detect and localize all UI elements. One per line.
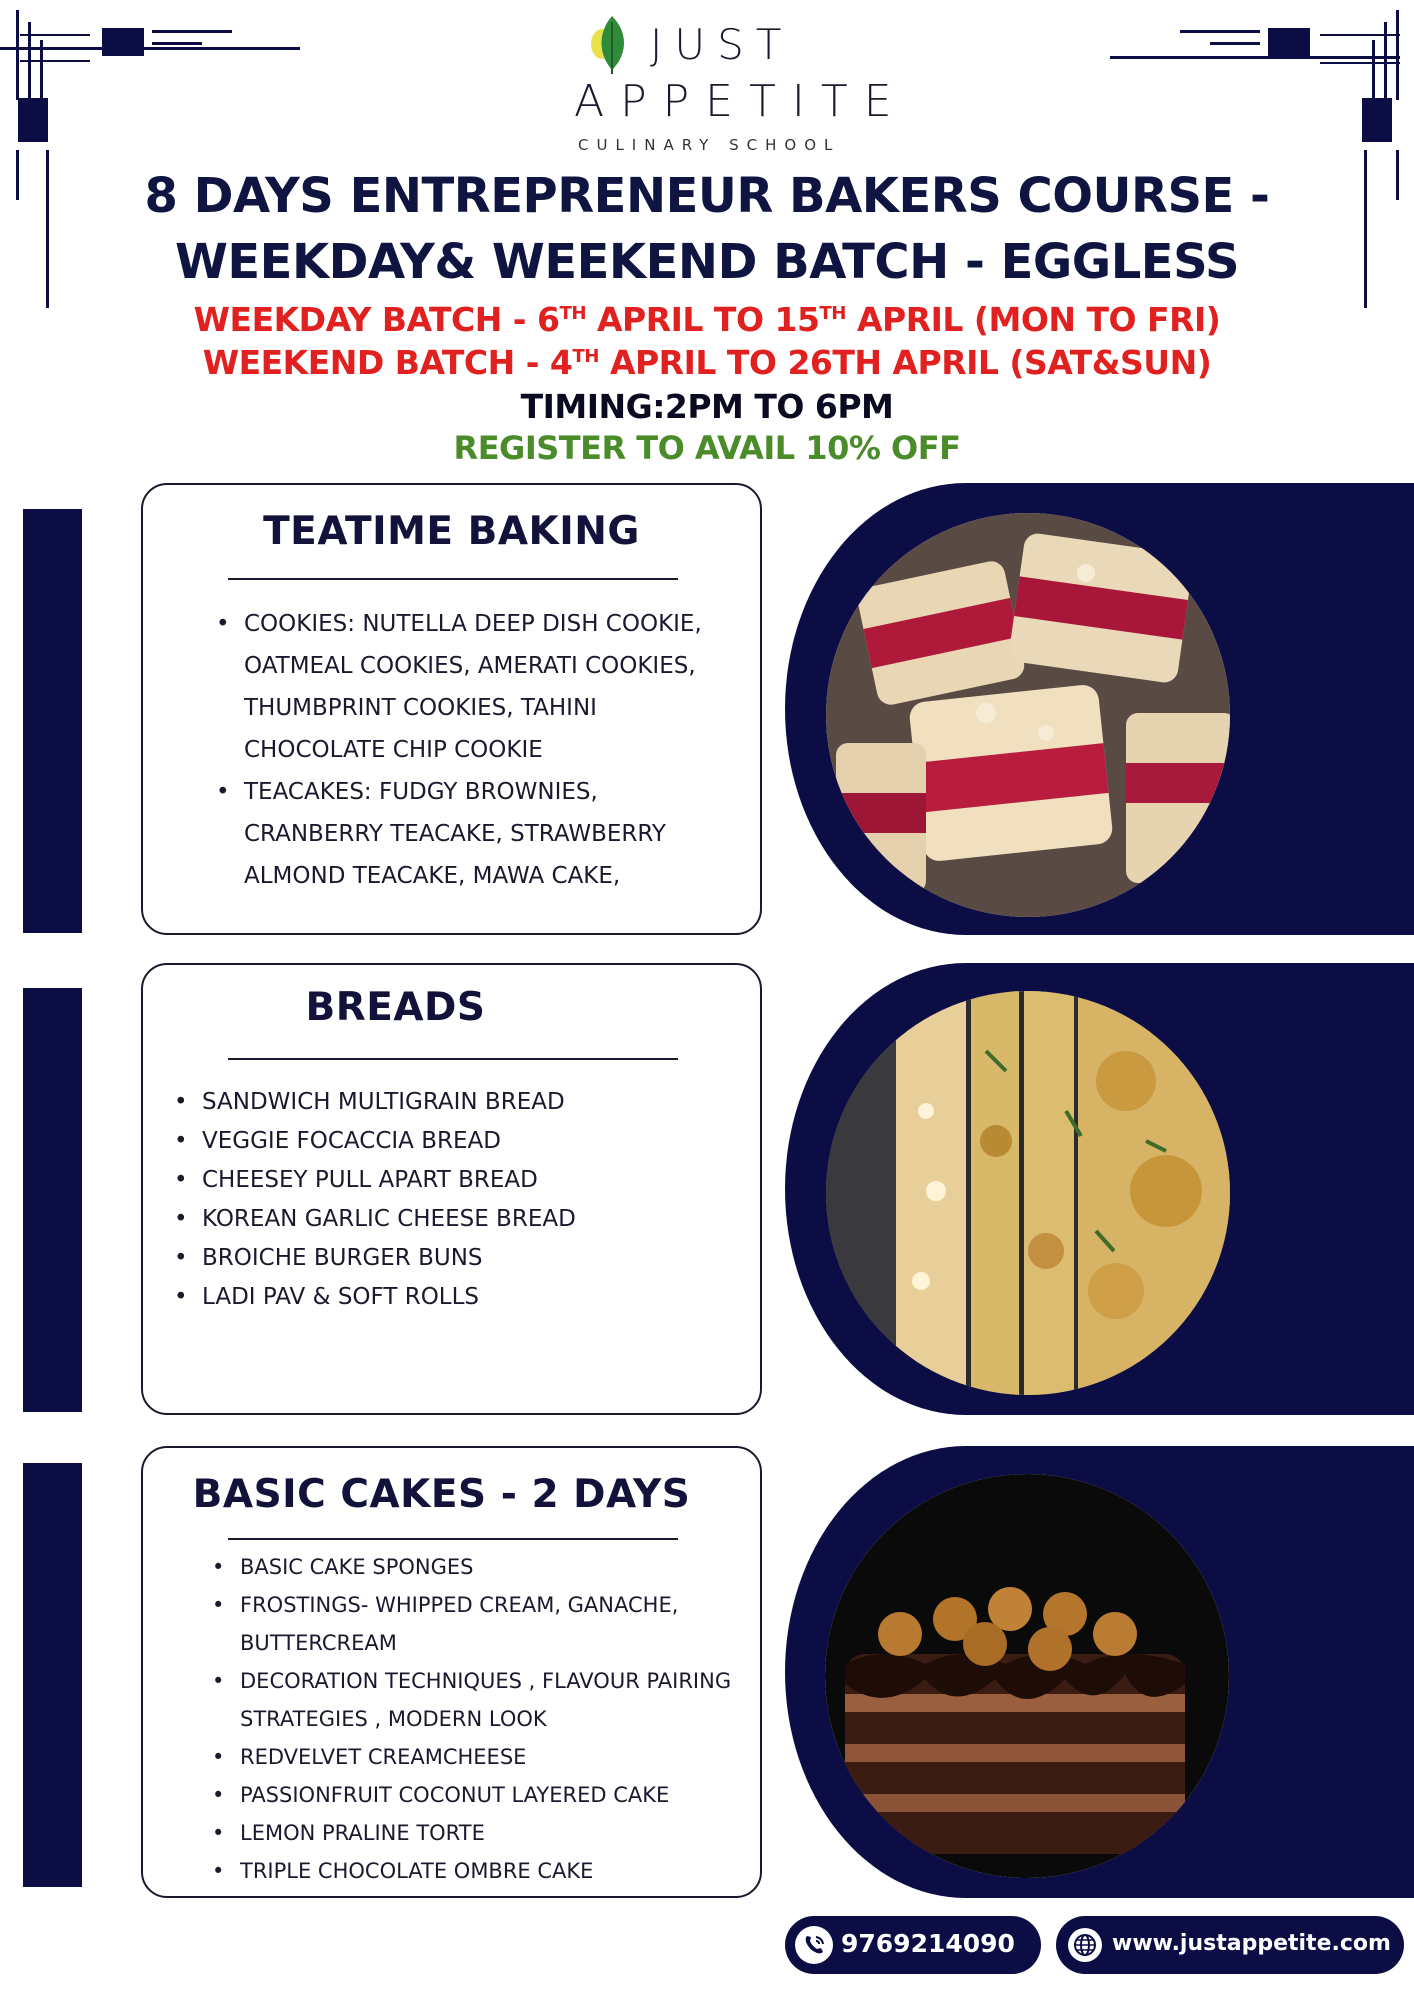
phone-number: 9769214090	[841, 1929, 1015, 1958]
weekday-batch: WEEKDAY BATCH - 6TH APRIL TO 15TH APRIL (MON TO FRI)	[193, 300, 1221, 339]
image-panel-3	[785, 1446, 1414, 1898]
list-item: • KOREAN GARLIC CHEESE BREAD	[202, 1200, 576, 1239]
list-item: • LEMON PRALINE TORTE	[240, 1814, 731, 1852]
item-list	[202, 1083, 576, 1317]
list-item: • SANDWICH MULTIGRAIN BREAD	[202, 1083, 576, 1122]
headline-line-1: 8 DAYS ENTREPRENEUR BAKERS COURSE -	[144, 168, 1270, 224]
phone-contact[interactable]	[785, 1916, 1041, 1974]
phone-icon	[795, 1926, 833, 1964]
section-basic-cakes	[141, 1446, 762, 1898]
brand-subtitle: CULINARY SCHOOL	[578, 136, 841, 154]
timing: TIMING:2PM TO 6PM	[520, 387, 894, 426]
focaccia-bread-photo	[826, 991, 1230, 1395]
item-list	[244, 603, 702, 897]
brand-logo	[560, 14, 908, 154]
leaf-icon	[588, 14, 632, 76]
side-bar-2	[23, 988, 82, 1412]
list-item-continued: OATMEAL COOKIES, AMERATI COOKIES,	[244, 653, 696, 679]
list-item-continued: THUMBPRINT COOKIES, TAHINI	[244, 695, 597, 721]
register-offer: REGISTER TO AVAIL 10% OFF	[453, 429, 961, 467]
headline-line-2: WEEKDAY& WEEKEND BATCH - EGGLESS	[174, 234, 1240, 290]
list-item: • DECORATION TECHNIQUES , FLAVOUR PAIRING	[240, 1662, 731, 1700]
list-item-continued: CRANBERRY TEACAKE, STRAWBERRY	[244, 821, 666, 847]
brand-appetite: APPETITE	[574, 76, 908, 127]
list-item: • REDVELVET CREAMCHEESE	[240, 1738, 731, 1776]
list-item: • COOKIES: NUTELLA DEEP DISH COOKIE,	[244, 603, 702, 645]
list-item-continued: ALMOND TEACAKE, MAWA CAKE,	[244, 863, 621, 889]
website-contact[interactable]	[1056, 1916, 1404, 1974]
chocolate-ferrero-cake-photo	[825, 1474, 1229, 1878]
title-divider	[228, 1058, 678, 1060]
list-item: • CHEESEY PULL APART BREAD	[202, 1161, 576, 1200]
title-divider	[228, 1538, 678, 1540]
section-teatime-baking	[141, 483, 762, 935]
globe-icon	[1068, 1928, 1102, 1962]
list-item: • TRIPLE CHOCOLATE OMBRE CAKE	[240, 1852, 731, 1890]
list-item: • BASIC CAKE SPONGES	[240, 1548, 731, 1586]
section-title: BREADS	[305, 985, 486, 1030]
item-list	[240, 1548, 731, 1890]
image-panel-1	[785, 483, 1414, 935]
website-url: www.justappetite.com	[1112, 1931, 1391, 1956]
list-item-continued: CHOCOLATE CHIP COOKIE	[244, 737, 543, 763]
title-divider	[228, 578, 678, 580]
brand-just: JUST	[650, 20, 794, 69]
weekend-batch: WEEKEND BATCH - 4TH APRIL TO 26TH APRIL (SAT&SUN)	[202, 343, 1212, 382]
image-panel-2	[785, 963, 1414, 1415]
section-title: BASIC CAKES - 2 DAYS	[192, 1472, 691, 1517]
section-title: TEATIME BAKING	[263, 509, 640, 554]
list-item: • PASSIONFRUIT COCONUT LAYERED CAKE	[240, 1776, 731, 1814]
list-item: • LADI PAV & SOFT ROLLS	[202, 1278, 576, 1317]
list-item: • BROICHE BURGER BUNS	[202, 1239, 576, 1278]
list-item: • FROSTINGS- WHIPPED CREAM, GANACHE,	[240, 1586, 731, 1624]
side-bar-3	[23, 1463, 82, 1887]
list-item-continued: BUTTERCREAM	[240, 1631, 397, 1655]
list-item: • VEGGIE FOCACCIA BREAD	[202, 1122, 576, 1161]
list-item: • TEACAKES: FUDGY BROWNIES,	[244, 771, 702, 813]
cranberry-crumble-bars-photo	[826, 513, 1230, 917]
section-breads	[141, 963, 762, 1415]
list-item-continued: STRATEGIES , MODERN LOOK	[240, 1707, 547, 1731]
side-bar-1	[23, 509, 82, 933]
